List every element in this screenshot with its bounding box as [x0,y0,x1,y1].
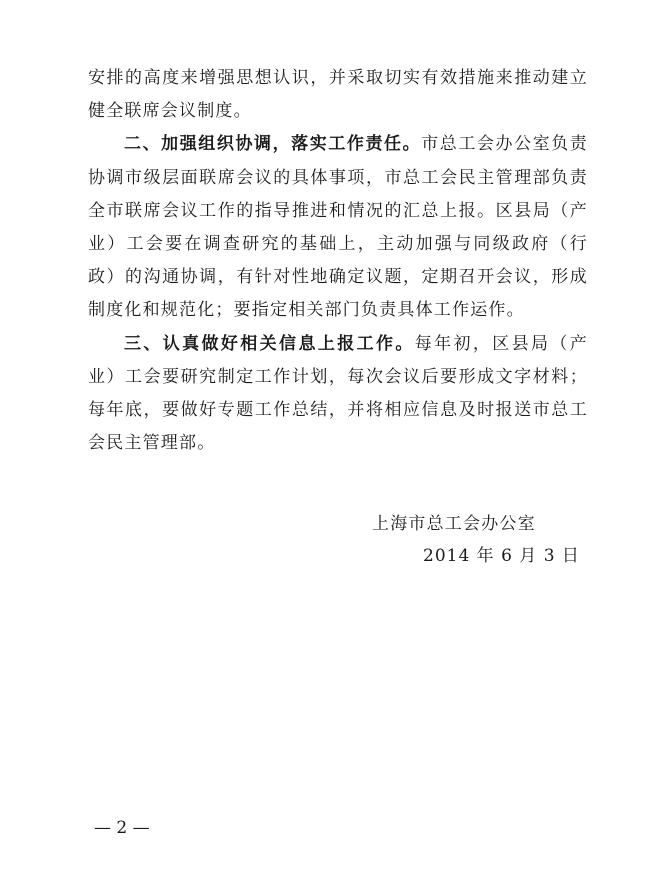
page-number: — 2 — [94,818,150,838]
section-2-paragraph [88,128,588,327]
paragraph-continuation: 安排的高度来增强思想认识，并采取切实有效措施来推动建立健全联席会议制度。 [88,68,588,122]
section-3-paragraph [88,328,588,461]
section-2-body: 市总工会办公室负责协调市级层面联席会议的具体事项，市总工会民主管理部负责全市联席会议工作的指导推进和情况的汇总上报。区县局（产业）工会要在调查研究的基础上，主动加强与同级政府（行政）的沟通协调，有针对性地确定议题，定期召开会议，形成制度化和规范化；要指定相关部门负责具体工作运作。 [88,134,588,321]
issuer-signature: 上海市总工会办公室 [372,514,536,534]
section-3-body: 每年初，区县局（产业）工会要研究制定工作计划，每次会议后要形成文字材料；每年底，要做好专题工作总结，并将相应信息及时报送市总工会民主管理部。 [88,333,588,454]
issue-date: 2014 年 6 月 3 日 [423,546,580,566]
section-2-heading: 二、加强组织协调，落实工作责任。 [124,134,422,155]
section-3-heading: 三、认真做好相关信息上报工作。 [124,333,415,354]
document-body [88,62,588,460]
